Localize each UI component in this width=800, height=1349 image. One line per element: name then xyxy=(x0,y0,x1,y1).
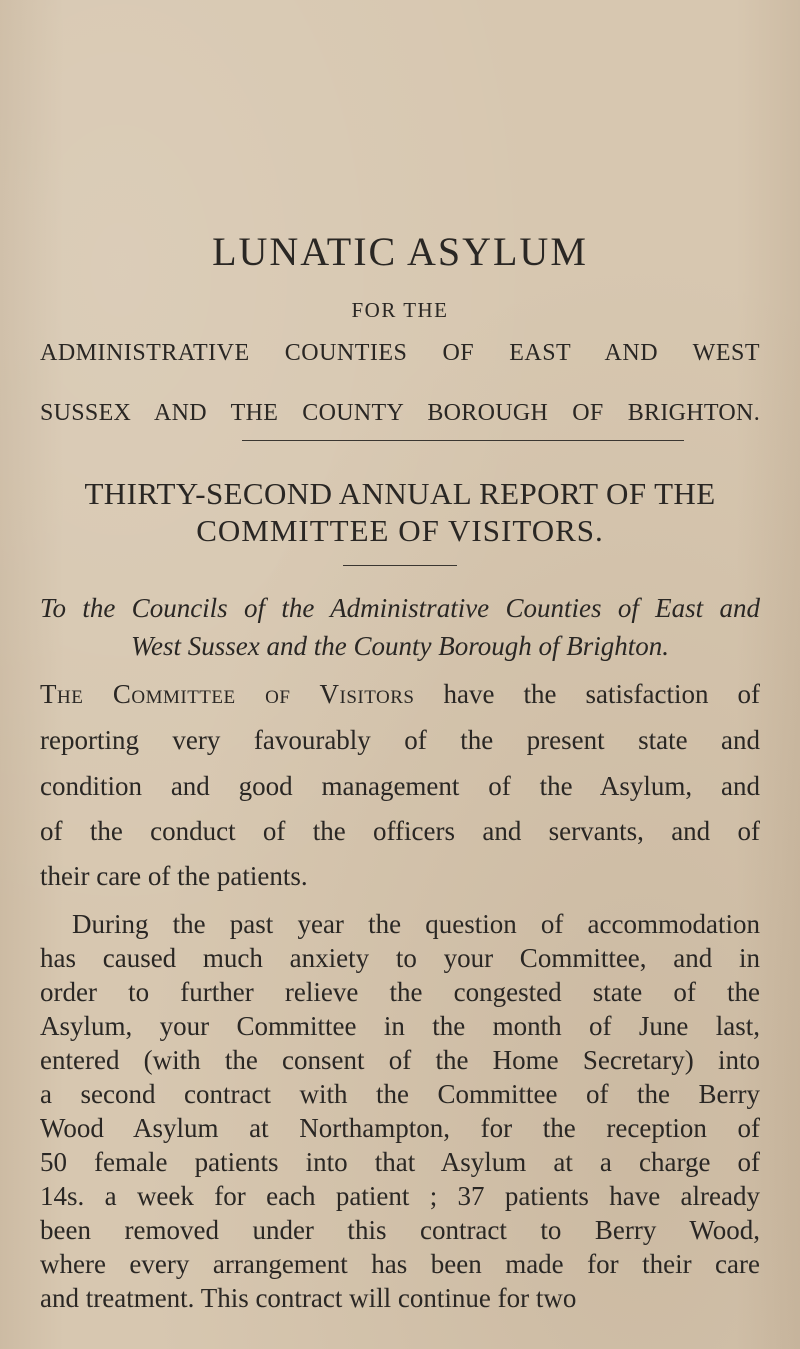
paragraph-2-line-7: Wood Asylum at Northampton, for the reception of xyxy=(40,1113,760,1143)
paragraph-1-lead: The Committee of Visitors xyxy=(40,679,415,709)
address-line-1: To the Councils of the Administrative Counties of East and xyxy=(40,593,760,623)
divider-rule-long xyxy=(242,440,684,441)
report-title-line-1: THIRTY-SECOND ANNUAL REPORT OF THE xyxy=(84,476,716,511)
paragraph-2-line-4: Asylum, your Committee in the month of June last, xyxy=(40,1011,760,1041)
paragraph-2-line-2: has caused much anxiety to your Committee, and in xyxy=(40,943,760,973)
paragraph-2-line-5: entered (with the consent of the Home Secretary) into xyxy=(40,1045,760,1075)
paragraph-1-line-1-rest: have the satisfaction of xyxy=(443,679,760,709)
paragraph-2-line-1: During the past year the question of accommodation xyxy=(72,909,760,939)
paragraph-1-line-3: condition and good management of the Asylum, and xyxy=(40,771,760,801)
paragraph-1-line-5: their care of the patients. xyxy=(40,861,308,891)
paragraph-2-line-3: order to further relieve the congested state of the xyxy=(40,977,760,1007)
divider-rule-short xyxy=(343,565,457,566)
paragraph-2-line-12: and treatment. This contract will continue for two xyxy=(40,1283,577,1313)
paragraph-2-line-8: 50 female patients into that Asylum at a charge of xyxy=(40,1147,760,1177)
paragraph-2-line-9: 14s. a week for each patient ; 37 patients have already xyxy=(40,1181,760,1211)
counties-line-1: ADMINISTRATIVE COUNTIES OF EAST AND WEST xyxy=(40,340,760,366)
document-title: LUNATIC ASYLUM xyxy=(212,229,588,274)
address-line-2: West Sussex and the County Borough of Brighton. xyxy=(131,631,669,661)
subtitle-for-the: FOR THE xyxy=(351,298,449,322)
report-title-line-2: COMMITTEE OF VISITORS. xyxy=(196,513,604,548)
paragraph-2-line-11: where every arrangement has been made for their care xyxy=(40,1249,760,1279)
paragraph-2-line-10: been removed under this contract to Berry Wood, xyxy=(40,1215,760,1245)
paragraph-1-line-1 xyxy=(40,671,760,717)
counties-line-2: SUSSEX AND THE COUNTY BOROUGH OF BRIGHTON. xyxy=(40,400,760,426)
paragraph-1-line-2: reporting very favourably of the present state and xyxy=(40,725,760,755)
paragraph-1-line-4: of the conduct of the officers and servants, and of xyxy=(40,816,760,846)
paragraph-2-line-6: a second contract with the Committee of the Berry xyxy=(40,1079,760,1109)
